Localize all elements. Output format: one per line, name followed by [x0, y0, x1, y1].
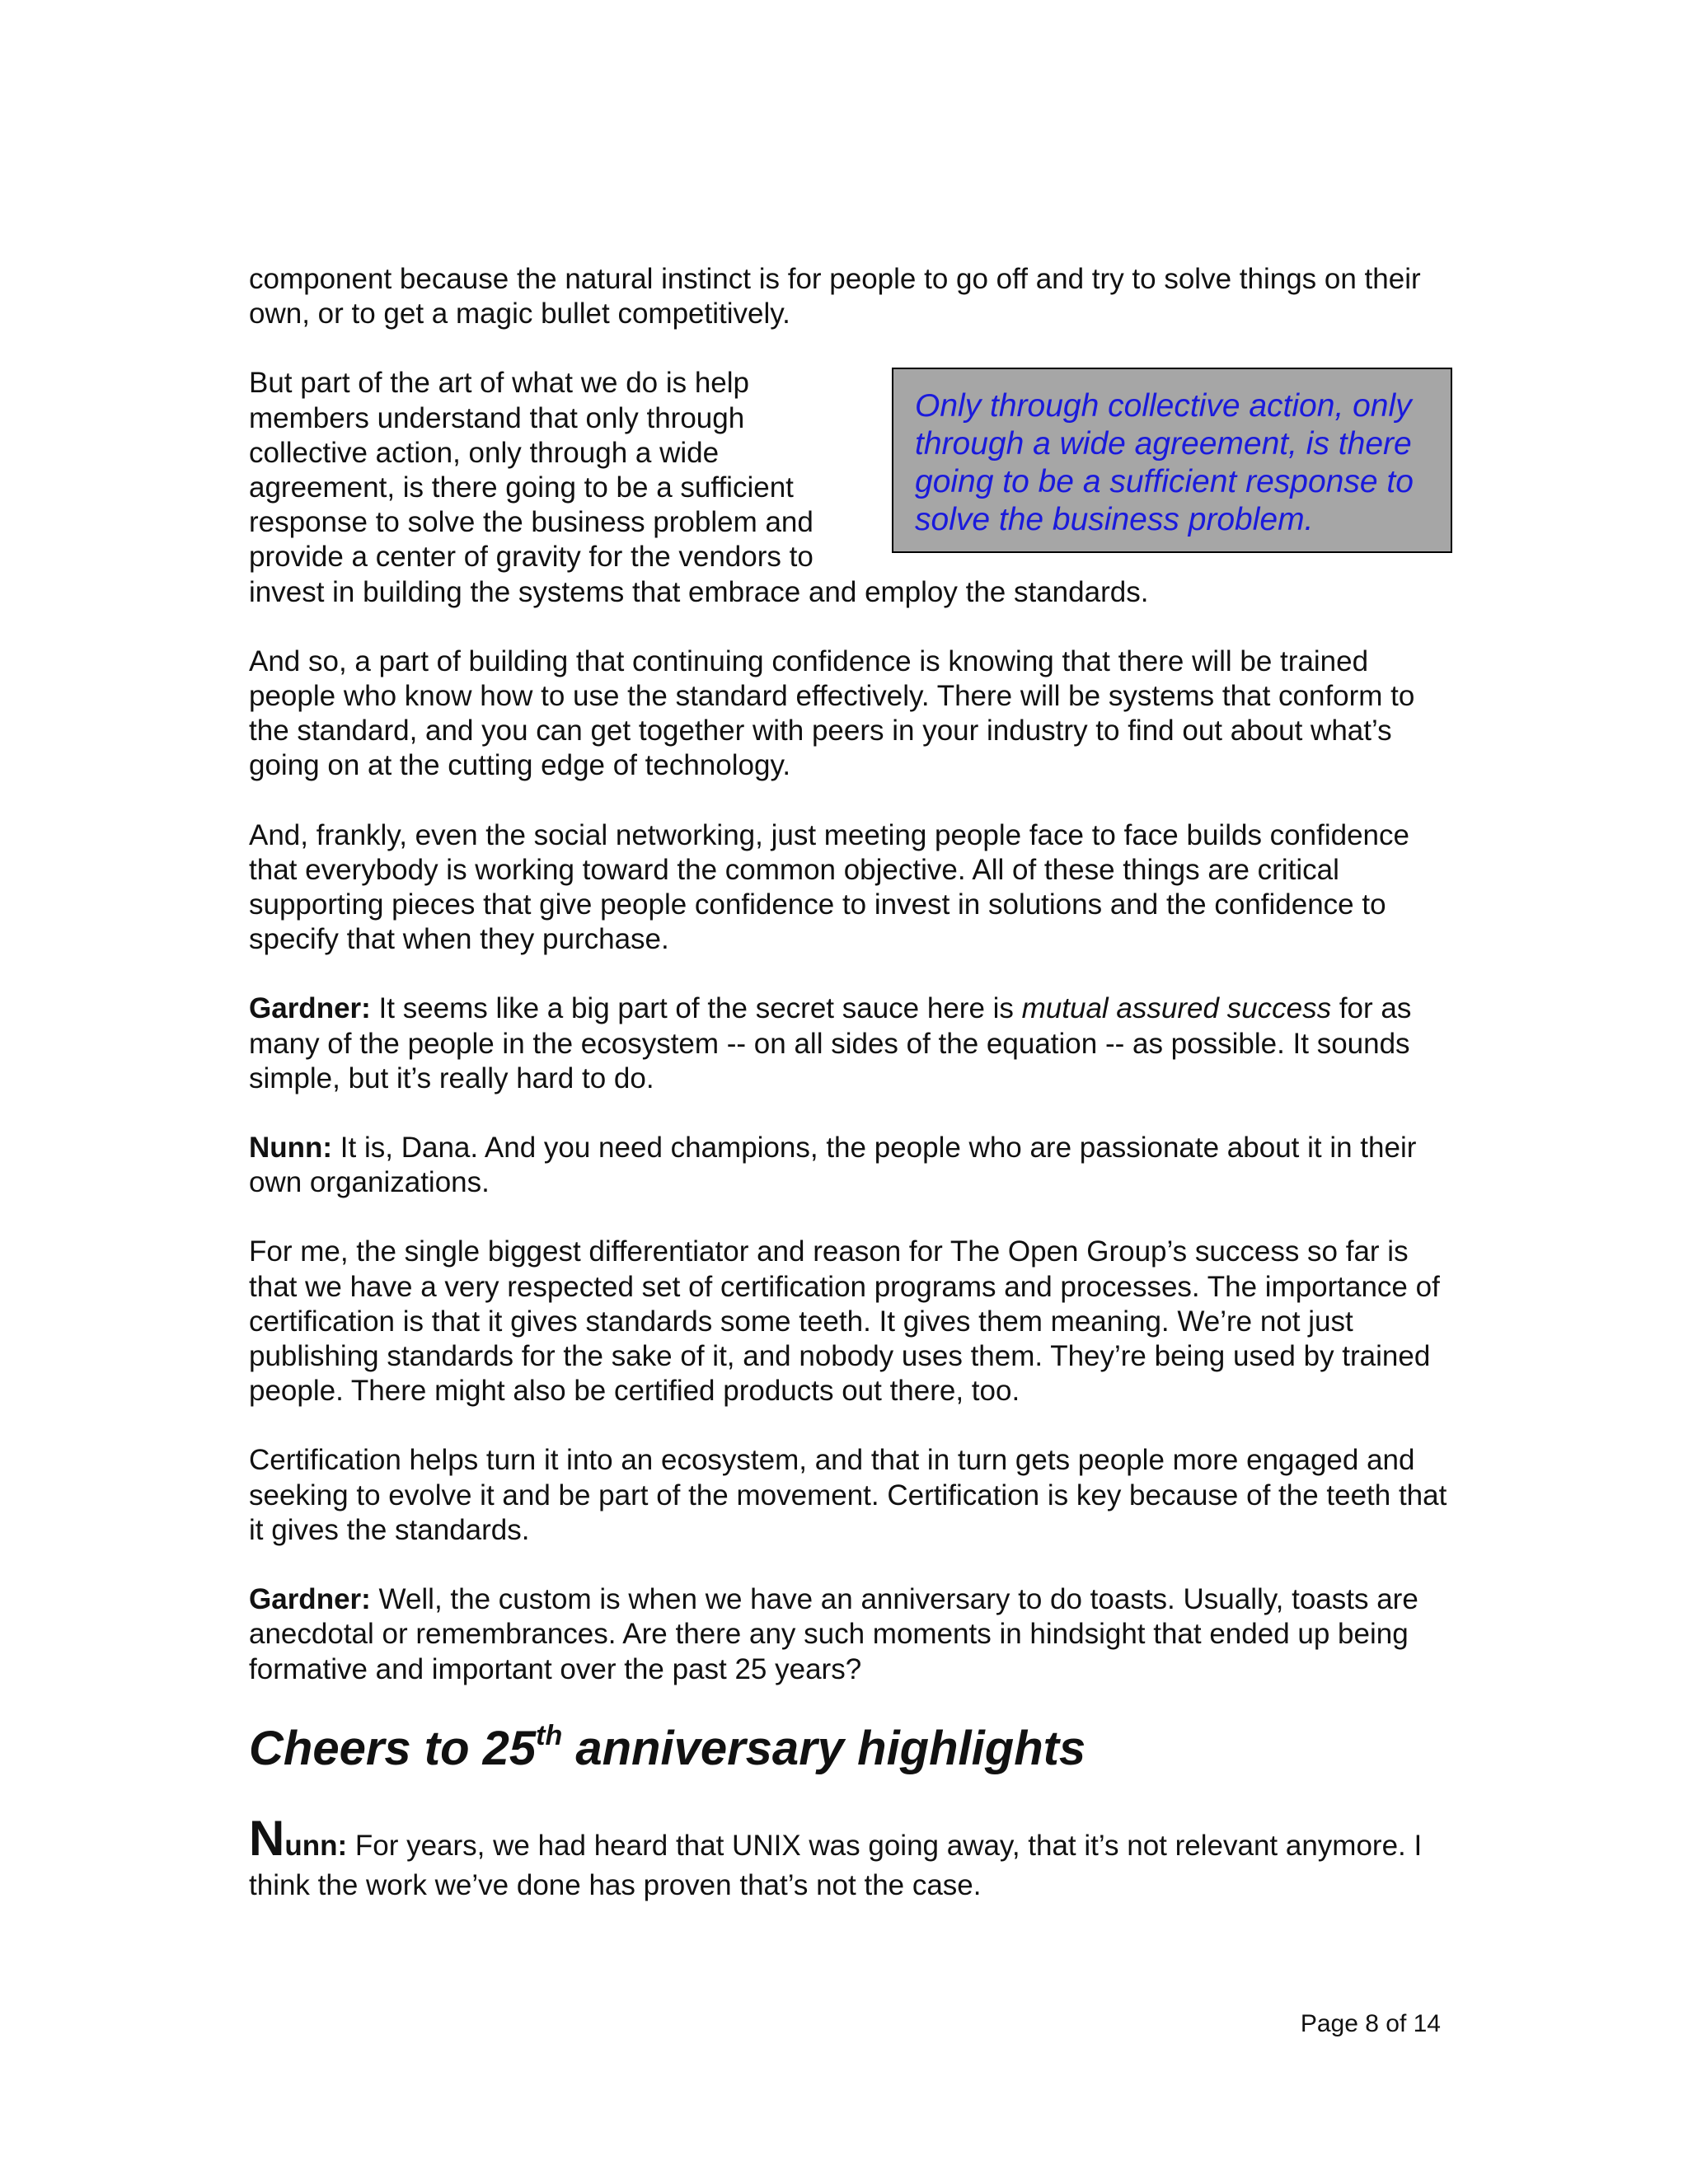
paragraph-text: for as many of the people in the ecosystem -- on all sides of the equation -- as possible. It sounds simple, but it’s really hard to do. — [249, 992, 1412, 1094]
paragraph-certification-differentiator: For me, the single biggest differentiator and reason for The Open Group’s success so far is that we have a very respected set of certification programs and processes. The importance of certification is that it gives standards some teeth. It gives them meaning. We’re not just publishing standards for the sake of it, and nobody uses them. They’re being used by trained people. There might also be certified products out there, too. — [249, 1235, 1440, 1408]
pull-quote-box — [892, 368, 1452, 553]
drop-cap-letter: N — [249, 1810, 285, 1866]
paragraph-gardner-secret-sauce — [249, 991, 1452, 1096]
paragraph-text: Well, the custom is when we have an anniversary to do toasts. Usually, toasts are anecdotal or remembrances. Are there any such moments in hindsight that ended up being formative and important over the past 25 years? — [249, 1583, 1418, 1685]
pull-quote-text: Only through collective action, only through a wide agreement, is there going to be a sufficient response to solve the business problem. — [915, 388, 1414, 538]
paragraph-collective-action: But part of the art of what we do is help members understand that only through collective action, only through a wide agreement, is there going to be a sufficient response to solve the business problem and provide a center of gravity for the vendors to invest in building the systems that embrace and employ the standards. — [249, 367, 1149, 608]
paragraph-intro: component because the natural instinct is for people to go off and try to solve things on their own, or to get a magic bullet competitively. — [249, 263, 1421, 330]
paragraph-social-networking: And, frankly, even the social networking, just meeting people face to face builds confidence that everybody is working toward the common objective. All of these things are critical supporting pieces that give people confidence to invest in solutions and the confidence to specify that when they purchase. — [249, 818, 1409, 956]
speaker-label: Gardner: — [249, 992, 371, 1025]
article-body — [249, 262, 1452, 1940]
page-number: Page 8 of 14 — [1300, 2010, 1441, 2037]
paragraph-certification-ecosystem: Certification helps turn it into an ecosystem, and that in turn gets people more engaged and seeking to evolve it and be part of the movement. Certification is key because of the teeth that it gives the standards. — [249, 1444, 1447, 1546]
speaker-label: Nunn: — [249, 1132, 333, 1165]
paragraph-continuing-confidence: And so, a part of building that continuing confidence is knowing that there will be trained people who know how to use the standard effectively. There will be systems that conform to the standard, and you can get together with peers in your industry to find out about what’s going on at the cutting edge of technology. — [249, 644, 1415, 782]
speaker-label: Gardner: — [249, 1583, 371, 1616]
paragraph-text: For years, we had heard that UNIX was going away, that it’s not relevant anymore. I think the work we’ve done has proven that’s not the case. — [249, 1829, 1423, 1901]
emphasis-text: mutual assured success — [1021, 992, 1332, 1025]
heading-text: Cheers to 25 — [249, 1721, 537, 1775]
heading-superscript: th — [536, 1719, 563, 1751]
paragraph-text: It is, Dana. And you need champions, the people who are passionate about it in their own organizations. — [249, 1132, 1417, 1199]
section-heading — [249, 1719, 1452, 1776]
speaker-label: unn: — [284, 1829, 348, 1862]
paragraph-gardner-toasts — [249, 1582, 1452, 1687]
heading-text: anniversary highlights — [562, 1721, 1086, 1775]
paragraph-text: It seems like a big part of the secret sauce here is — [370, 992, 1022, 1025]
paragraph-nunn-unix — [249, 1810, 1452, 1905]
paragraph-nunn-champions — [249, 1131, 1452, 1200]
